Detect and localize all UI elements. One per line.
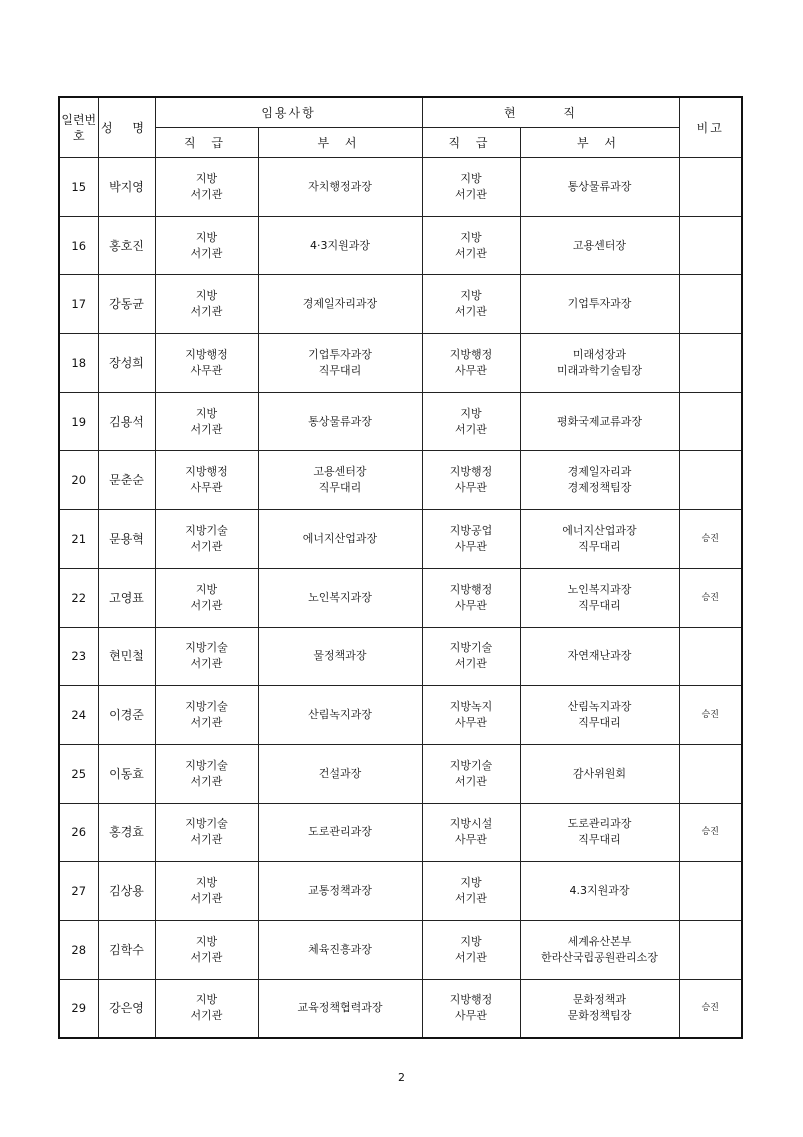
current-grade-cell (422, 920, 520, 979)
current-grade-cell-line: 사무관 (455, 539, 487, 553)
new-grade-cell-line: 지방 (195, 289, 218, 303)
new-grade-cell-line: 지방기술 (185, 817, 228, 831)
new-grade-cell (155, 744, 258, 803)
current-department-cell (520, 862, 679, 921)
table-row (59, 216, 742, 275)
table-row (59, 686, 742, 745)
new-grade-cell-line: 서기관 (190, 774, 223, 788)
new-grade-cell (155, 862, 258, 921)
new-grade-cell-line: 지방기술 (185, 758, 228, 772)
new-grade-cell-line: 지방행정 (185, 465, 228, 479)
note-cell (679, 627, 742, 686)
serial-number-cell: 21 (59, 510, 98, 569)
new-department-cell (258, 510, 422, 569)
new-grade-cell (155, 216, 258, 275)
current-department-cell (520, 510, 679, 569)
current-grade-cell-line: 서기관 (455, 657, 487, 671)
table-row (59, 334, 742, 393)
current-department-cell-line: 기업투자과장 (567, 297, 632, 311)
new-grade-cell-line: 서기관 (190, 305, 223, 319)
current-department-cell (520, 744, 679, 803)
current-department-cell (520, 275, 679, 334)
new-grade-cell-line: 사무관 (190, 481, 223, 495)
current-department-cell (520, 334, 679, 393)
new-department-cell (258, 392, 422, 451)
current-department-cell-line: 산림녹지과장 (567, 700, 632, 714)
new-department-cell-line: 직무대리 (318, 481, 362, 495)
note-cell (679, 392, 742, 451)
new-department-cell-line: 통상물류과장 (308, 414, 372, 428)
current-grade-cell (422, 275, 520, 334)
note-cell (679, 275, 742, 334)
current-department-cell-line: 에너지산업과장 (562, 523, 637, 537)
new-grade-cell (155, 568, 258, 627)
new-grade-cell-line: 지방기술 (185, 700, 228, 714)
current-grade-cell-line: 서기관 (455, 187, 487, 201)
note-cell (679, 158, 742, 217)
current-department-cell-line: 한라산국립공원관리소장 (541, 950, 658, 964)
current-grade-cell-line: 지방 (460, 934, 482, 948)
current-department-cell (520, 686, 679, 745)
serial-number-cell: 17 (59, 275, 98, 334)
table-row (59, 568, 742, 627)
current-grade-cell (422, 686, 520, 745)
current-grade-cell-line: 사무관 (455, 481, 487, 495)
current-grade-cell-line: 서기관 (455, 305, 487, 319)
current-grade-cell-line: 지방 (460, 289, 482, 303)
current-department-cell-line: 미래과학기술팀장 (556, 363, 642, 377)
note-cell (679, 334, 742, 393)
current-department-cell (520, 627, 679, 686)
current-department-cell (520, 803, 679, 862)
new-grade-cell-line: 지방 (195, 171, 218, 185)
header-current-department: 부 서 (520, 128, 679, 158)
current-grade-cell-line: 지방 (460, 406, 482, 420)
table-row (59, 979, 742, 1038)
note-cell: 승진 (679, 803, 742, 862)
new-department-cell-line: 산림녹지과장 (308, 708, 372, 722)
current-department-cell-line: 경제일자리과 (567, 465, 632, 479)
current-department-cell (520, 568, 679, 627)
note-cell (679, 451, 742, 510)
new-grade-cell-line: 서기관 (190, 598, 223, 612)
current-department-cell-line: 통상물류과장 (567, 179, 632, 193)
name-cell: 장성희 (98, 334, 155, 393)
current-grade-cell-line: 사무관 (455, 363, 487, 377)
current-grade-cell-line: 서기관 (455, 892, 487, 906)
name-cell: 문용혁 (98, 510, 155, 569)
new-grade-cell-line: 지방기술 (185, 523, 228, 537)
new-grade-cell-line: 사무관 (190, 363, 223, 377)
current-grade-cell (422, 392, 520, 451)
new-department-cell (258, 451, 422, 510)
serial-number-cell: 15 (59, 158, 98, 217)
current-grade-cell-line: 지방기술 (449, 641, 493, 655)
current-department-cell (520, 451, 679, 510)
current-grade-cell-line: 지방공업 (449, 523, 493, 537)
new-department-cell (258, 803, 422, 862)
new-grade-cell-line: 지방 (195, 582, 218, 596)
name-cell: 홍호진 (98, 216, 155, 275)
new-department-cell-line: 교통정책과장 (308, 884, 372, 898)
current-grade-cell-line: 지방시설 (449, 817, 493, 831)
serial-number-cell: 22 (59, 568, 98, 627)
new-department-cell (258, 216, 422, 275)
note-cell: 승진 (679, 568, 742, 627)
new-grade-cell-line: 서기관 (190, 716, 223, 730)
new-grade-cell-line: 지방 (195, 406, 218, 420)
current-department-cell-line: 평화국제교류과장 (556, 414, 642, 428)
new-department-cell (258, 920, 422, 979)
name-cell: 이동효 (98, 744, 155, 803)
current-department-cell-line: 직무대리 (578, 716, 621, 730)
current-grade-cell (422, 216, 520, 275)
serial-number-cell: 19 (59, 392, 98, 451)
current-grade-cell (422, 979, 520, 1038)
new-department-cell-line: 직무대리 (318, 363, 362, 377)
header-row-2 (59, 128, 742, 158)
new-grade-cell-line: 지방기술 (185, 641, 228, 655)
new-department-cell-line: 도로관리과장 (308, 825, 372, 839)
table-row (59, 803, 742, 862)
current-grade-cell-line: 지방행정 (449, 993, 493, 1007)
name-cell: 문춘순 (98, 451, 155, 510)
current-department-cell-line: 직무대리 (578, 539, 621, 553)
table-row (59, 451, 742, 510)
new-grade-cell (155, 627, 258, 686)
new-grade-cell-line: 서기관 (190, 833, 223, 847)
table-row (59, 392, 742, 451)
current-department-cell-line: 도로관리과장 (567, 817, 632, 831)
current-grade-cell-line: 지방 (460, 230, 482, 244)
new-grade-cell-line: 서기관 (190, 422, 223, 436)
current-department-cell-line: 세계유산본부 (567, 934, 632, 948)
note-cell (679, 920, 742, 979)
current-grade-cell-line: 지방기술 (449, 758, 493, 772)
serial-number-cell: 23 (59, 627, 98, 686)
current-grade-cell (422, 451, 520, 510)
header-serial-number: 일련번호 (59, 97, 98, 158)
new-department-cell-line: 자치행정과장 (308, 179, 372, 193)
new-department-cell (258, 158, 422, 217)
current-department-cell-line: 문화정책팀장 (567, 1009, 632, 1023)
new-department-cell-line: 경제일자리과장 (302, 297, 378, 311)
new-grade-cell-line: 서기관 (190, 950, 223, 964)
new-grade-cell-line: 서기관 (190, 1009, 223, 1023)
current-grade-cell-line: 사무관 (455, 598, 487, 612)
new-grade-cell (155, 392, 258, 451)
current-grade-cell-line: 서기관 (455, 950, 487, 964)
new-grade-cell-line: 지방 (195, 876, 218, 890)
new-grade-cell-line: 서기관 (190, 187, 223, 201)
note-cell: 승진 (679, 510, 742, 569)
current-department-cell-line: 문화정책과 (572, 993, 627, 1007)
name-cell: 강동균 (98, 275, 155, 334)
new-department-cell-line: 고용센터장 (313, 465, 367, 479)
new-department-cell (258, 744, 422, 803)
table-row (59, 275, 742, 334)
table-row (59, 744, 742, 803)
new-grade-cell (155, 451, 258, 510)
current-grade-cell-line: 사무관 (455, 833, 487, 847)
name-cell: 김용석 (98, 392, 155, 451)
new-grade-cell (155, 920, 258, 979)
name-cell: 이경준 (98, 686, 155, 745)
name-cell: 박지영 (98, 158, 155, 217)
current-grade-cell (422, 334, 520, 393)
current-department-cell (520, 920, 679, 979)
new-department-cell-line: 체육진흥과장 (308, 942, 372, 956)
new-grade-cell (155, 158, 258, 217)
table-row (59, 510, 742, 569)
new-grade-cell-line: 지방행정 (185, 347, 228, 361)
serial-number-cell: 25 (59, 744, 98, 803)
current-department-cell-line: 감사위원회 (572, 766, 627, 780)
name-cell: 홍경효 (98, 803, 155, 862)
header-name: 성 명 (98, 97, 155, 158)
serial-number-cell: 16 (59, 216, 98, 275)
current-department-cell (520, 216, 679, 275)
new-grade-cell-line: 지방 (195, 230, 218, 244)
current-department-cell-line: 고용센터장 (572, 238, 627, 252)
new-grade-cell (155, 686, 258, 745)
current-department-cell-line: 자연재난과장 (567, 649, 632, 663)
new-department-cell-line: 노인복지과장 (308, 590, 372, 604)
current-grade-cell-line: 서기관 (455, 246, 487, 260)
new-department-cell-line: 건설과장 (318, 766, 362, 780)
new-department-cell (258, 275, 422, 334)
current-department-cell-line: 경제정책팀장 (567, 481, 632, 495)
note-cell: 승진 (679, 686, 742, 745)
new-grade-cell-line: 지방 (195, 993, 218, 1007)
table-row (59, 158, 742, 217)
table-row (59, 627, 742, 686)
current-grade-cell (422, 568, 520, 627)
current-department-cell (520, 392, 679, 451)
serial-number-cell: 29 (59, 979, 98, 1038)
current-grade-cell (422, 862, 520, 921)
serial-number-cell: 18 (59, 334, 98, 393)
new-department-cell (258, 334, 422, 393)
current-grade-cell (422, 158, 520, 217)
new-department-cell (258, 627, 422, 686)
header-appointment: 임용사항 (155, 97, 422, 128)
new-grade-cell-line: 서기관 (190, 657, 223, 671)
note-cell (679, 744, 742, 803)
new-department-cell-line: 교육정책협력과장 (297, 1001, 383, 1015)
new-department-cell-line: 에너지산업과장 (302, 531, 378, 545)
current-grade-cell-line: 사무관 (455, 1009, 487, 1023)
note-cell (679, 862, 742, 921)
new-department-cell (258, 686, 422, 745)
serial-number-cell: 27 (59, 862, 98, 921)
table-row (59, 862, 742, 921)
new-grade-cell-line: 서기관 (190, 539, 223, 553)
new-department-cell (258, 568, 422, 627)
current-department-cell (520, 979, 679, 1038)
current-grade-cell (422, 744, 520, 803)
current-department-cell-line: 미래성장과 (572, 347, 627, 361)
page-number: 2 (398, 1071, 405, 1084)
new-department-cell-line: 기업투자과장 (308, 347, 372, 361)
serial-number-cell: 24 (59, 686, 98, 745)
new-grade-cell (155, 803, 258, 862)
header-row-1 (59, 97, 742, 128)
name-cell: 고영표 (98, 568, 155, 627)
table-row (59, 920, 742, 979)
header-new-department: 부 서 (258, 128, 422, 158)
current-grade-cell-line: 지방 (460, 171, 482, 185)
new-grade-cell (155, 510, 258, 569)
current-grade-cell-line: 지방행정 (449, 582, 493, 596)
current-grade-cell-line: 사무관 (455, 716, 487, 730)
current-grade-cell (422, 627, 520, 686)
new-department-cell (258, 979, 422, 1038)
note-cell: 승진 (679, 979, 742, 1038)
serial-number-cell: 20 (59, 451, 98, 510)
new-grade-cell-line: 지방 (195, 934, 218, 948)
current-grade-cell-line: 서기관 (455, 422, 487, 436)
current-grade-cell-line: 지방행정 (449, 465, 493, 479)
name-cell: 김학수 (98, 920, 155, 979)
current-department-cell-line: 4.3지원과장 (569, 884, 630, 898)
name-cell: 김상용 (98, 862, 155, 921)
serial-number-cell: 28 (59, 920, 98, 979)
name-cell: 현민철 (98, 627, 155, 686)
new-department-cell (258, 862, 422, 921)
new-grade-cell (155, 334, 258, 393)
current-grade-cell-line: 서기관 (455, 774, 487, 788)
current-department-cell-line: 직무대리 (578, 598, 621, 612)
header-new-grade: 직 급 (155, 128, 258, 158)
new-grade-cell (155, 275, 258, 334)
new-department-cell-line: 물정책과장 (313, 649, 367, 663)
current-grade-cell-line: 지방행정 (449, 347, 493, 361)
header-current-grade: 직 급 (422, 128, 520, 158)
current-grade-cell-line: 지방 (460, 876, 482, 890)
current-grade-cell-line: 지방녹지 (449, 700, 493, 714)
note-cell (679, 216, 742, 275)
current-department-cell (520, 158, 679, 217)
header-note: 비고 (679, 97, 742, 158)
serial-number-cell: 26 (59, 803, 98, 862)
new-grade-cell (155, 979, 258, 1038)
header-current-position: 현 직 (422, 97, 679, 128)
current-grade-cell (422, 510, 520, 569)
current-department-cell-line: 노인복지과장 (567, 582, 632, 596)
current-grade-cell (422, 803, 520, 862)
current-department-cell-line: 직무대리 (578, 833, 621, 847)
name-cell: 강은영 (98, 979, 155, 1038)
appointment-table (58, 96, 743, 1039)
new-grade-cell-line: 서기관 (190, 246, 223, 260)
new-department-cell-line: 4·3지원과장 (310, 238, 370, 252)
new-grade-cell-line: 서기관 (190, 892, 223, 906)
